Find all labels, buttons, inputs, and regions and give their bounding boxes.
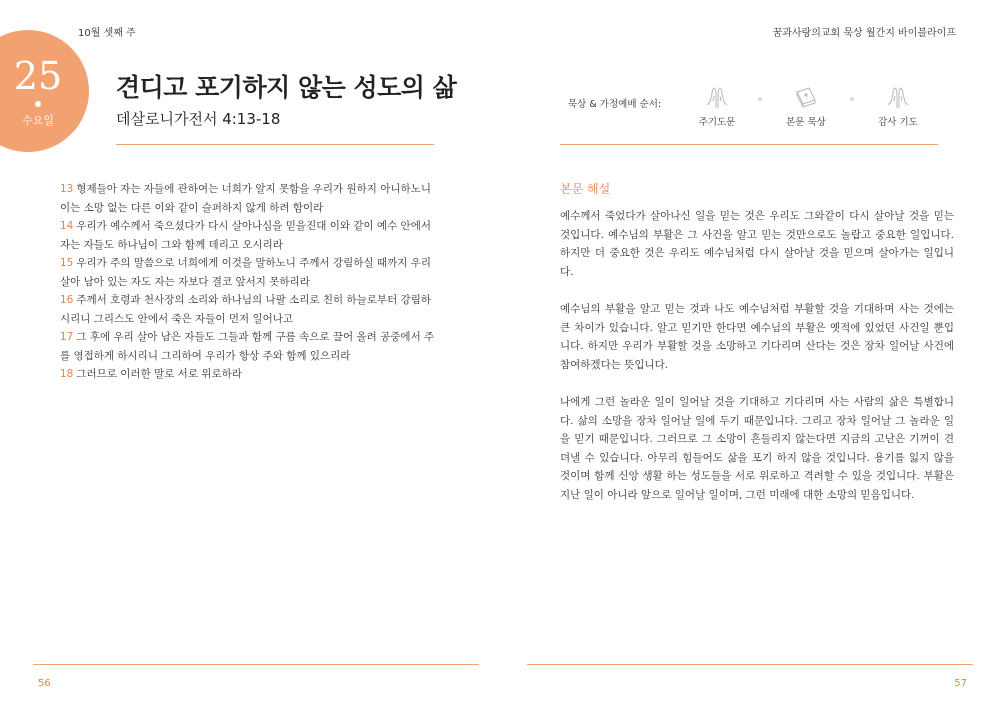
scripture-reference: 데살로니가전서 4:13-18 [116,110,281,128]
separator-dot [758,97,762,101]
bible-book-icon [793,86,819,110]
series-label: 꿈과사랑의교회 묵상 월간지 바이블라이프 [772,28,956,39]
order-item-label: 감사 기도 [878,117,918,128]
verse-text: 우리가 예수께서 죽으셨다가 다시 살아나심을 믿을진대 이와 같이 예수 안에서 자는 자들도 하나님이 그와 함께 데리고 오시리라 [60,220,431,251]
verse-text: 우리가 주의 말씀으로 너희에게 이것을 말하노니 주께서 강림하실 때까지 우리 살아 남아 있는 자도 자는 자보다 결코 앞서지 못하리라 [60,257,431,288]
verse-number: 17 [60,331,74,343]
verse [60,180,438,217]
paragraph: 예수님의 부활을 알고 믿는 것과 나도 예수님처럼 부활할 것을 기대하며 사는 것에는 큰 차이가 있습니다. 알고 믿기만 한다면 예수님의 부활은 옛적에 있었던 사건일 뿐입니다. 하지만 우리가 부활할 것을 소망하고 기다리며 산다는 것은 장차 일어날 사건에 참여하겠다는 뜻입니다. [560,302,954,371]
verse [60,291,438,328]
divider [116,144,434,145]
verse-text: 형제들아 자는 자들에 관하여는 너희가 알지 못함을 우리가 원하지 아니하노니 이는 소망 없는 다른 이와 같이 슬퍼하지 않게 하려 함이라 [60,183,431,214]
page-number: 56 [38,678,51,689]
verse-number: 16 [60,294,74,306]
verse [60,217,438,254]
order-item-thanksgiving-prayer [858,86,938,128]
divider [560,144,938,145]
date-badge [0,30,89,152]
date-day-number: 25 [13,54,63,98]
commentary-text [560,207,954,523]
paragraph: 나에게 그런 놀라운 일이 일어날 것을 기대하고 기다리며 사는 사람의 삶은 특별합니다. 삶의 소망을 장차 일어날 일에 두기 때문입니다. 그리고 장차 일어날 그 놀라운 일을 믿기 때문입니다. 그러므로 그 소망이 흔들리지 않는다면 지금의 고난은 기꺼이 견뎌낼 수 있습니다. 아무리 힘들어도 삶을 포기 하지 않을 것입니다. 용기를 잃지 않을 것이며 함께 신앙 생활 하는 성도들을 서로 위로하고 격려할 수 있을 것입니다. 부활은 지난 일이 아니라 앞으로 일어날 일이며, 그런 미래에 대한 소망의 믿음입니다. [560,395,955,501]
verse [60,328,438,365]
verse-number: 18 [60,368,74,380]
right-page [500,0,1000,709]
footer-divider [527,664,973,665]
order-item-meditation [766,86,846,128]
verse [60,254,438,291]
page-number: 57 [954,678,967,689]
verse-text: 그 후에 우리 살아 남은 자들도 그들과 함께 구름 속으로 끌어 올려 공중에서 주를 영접하게 하시리니 그리하여 우리가 항상 주와 함께 있으리라 [60,331,435,362]
order-item-lords-prayer [677,86,757,128]
date-dot [35,101,41,107]
separator-dot [850,97,854,101]
scripture-text [60,180,438,384]
order-item-label: 본문 묵상 [786,117,826,128]
footer-divider [33,664,479,665]
verse-number: 15 [60,257,74,269]
verse-text: 그러므로 이러한 말로 서로 위로하라 [76,368,242,380]
week-label: 10월 셋째 주 [78,28,136,39]
section-heading: 본문 해설 [560,182,611,196]
verse [60,365,438,384]
praying-hands-icon [885,86,911,110]
paragraph: 예수께서 죽었다가 살아나신 일을 믿는 것은 우리도 그와같이 다시 살아날 것을 믿는 것입니다. 예수님의 부활은 그 사건을 알고 믿는 것만으로도 놀랍고 중요한 일입니다. 하지만 더 중요한 것은 우리도 예수님처럼 다시 살아날 것을 믿으며 살아가는 일입니다. [560,210,954,278]
praying-hands-icon [704,86,730,110]
date-weekday: 수요일 [22,114,54,127]
order-label: 묵상 & 가정예배 순서: [568,99,662,110]
verse-text: 주께서 호령과 천사장의 소리와 하나님의 나팔 소리로 친히 하늘로부터 강림하시리니 그리스도 안에서 죽은 자들이 먼저 일어나고 [60,294,431,325]
verse-number: 14 [60,220,74,232]
verse-number: 13 [60,183,74,195]
order-item-label: 주기도문 [698,117,736,128]
page-title: 견디고 포기하지 않는 성도의 삶 [116,73,457,102]
